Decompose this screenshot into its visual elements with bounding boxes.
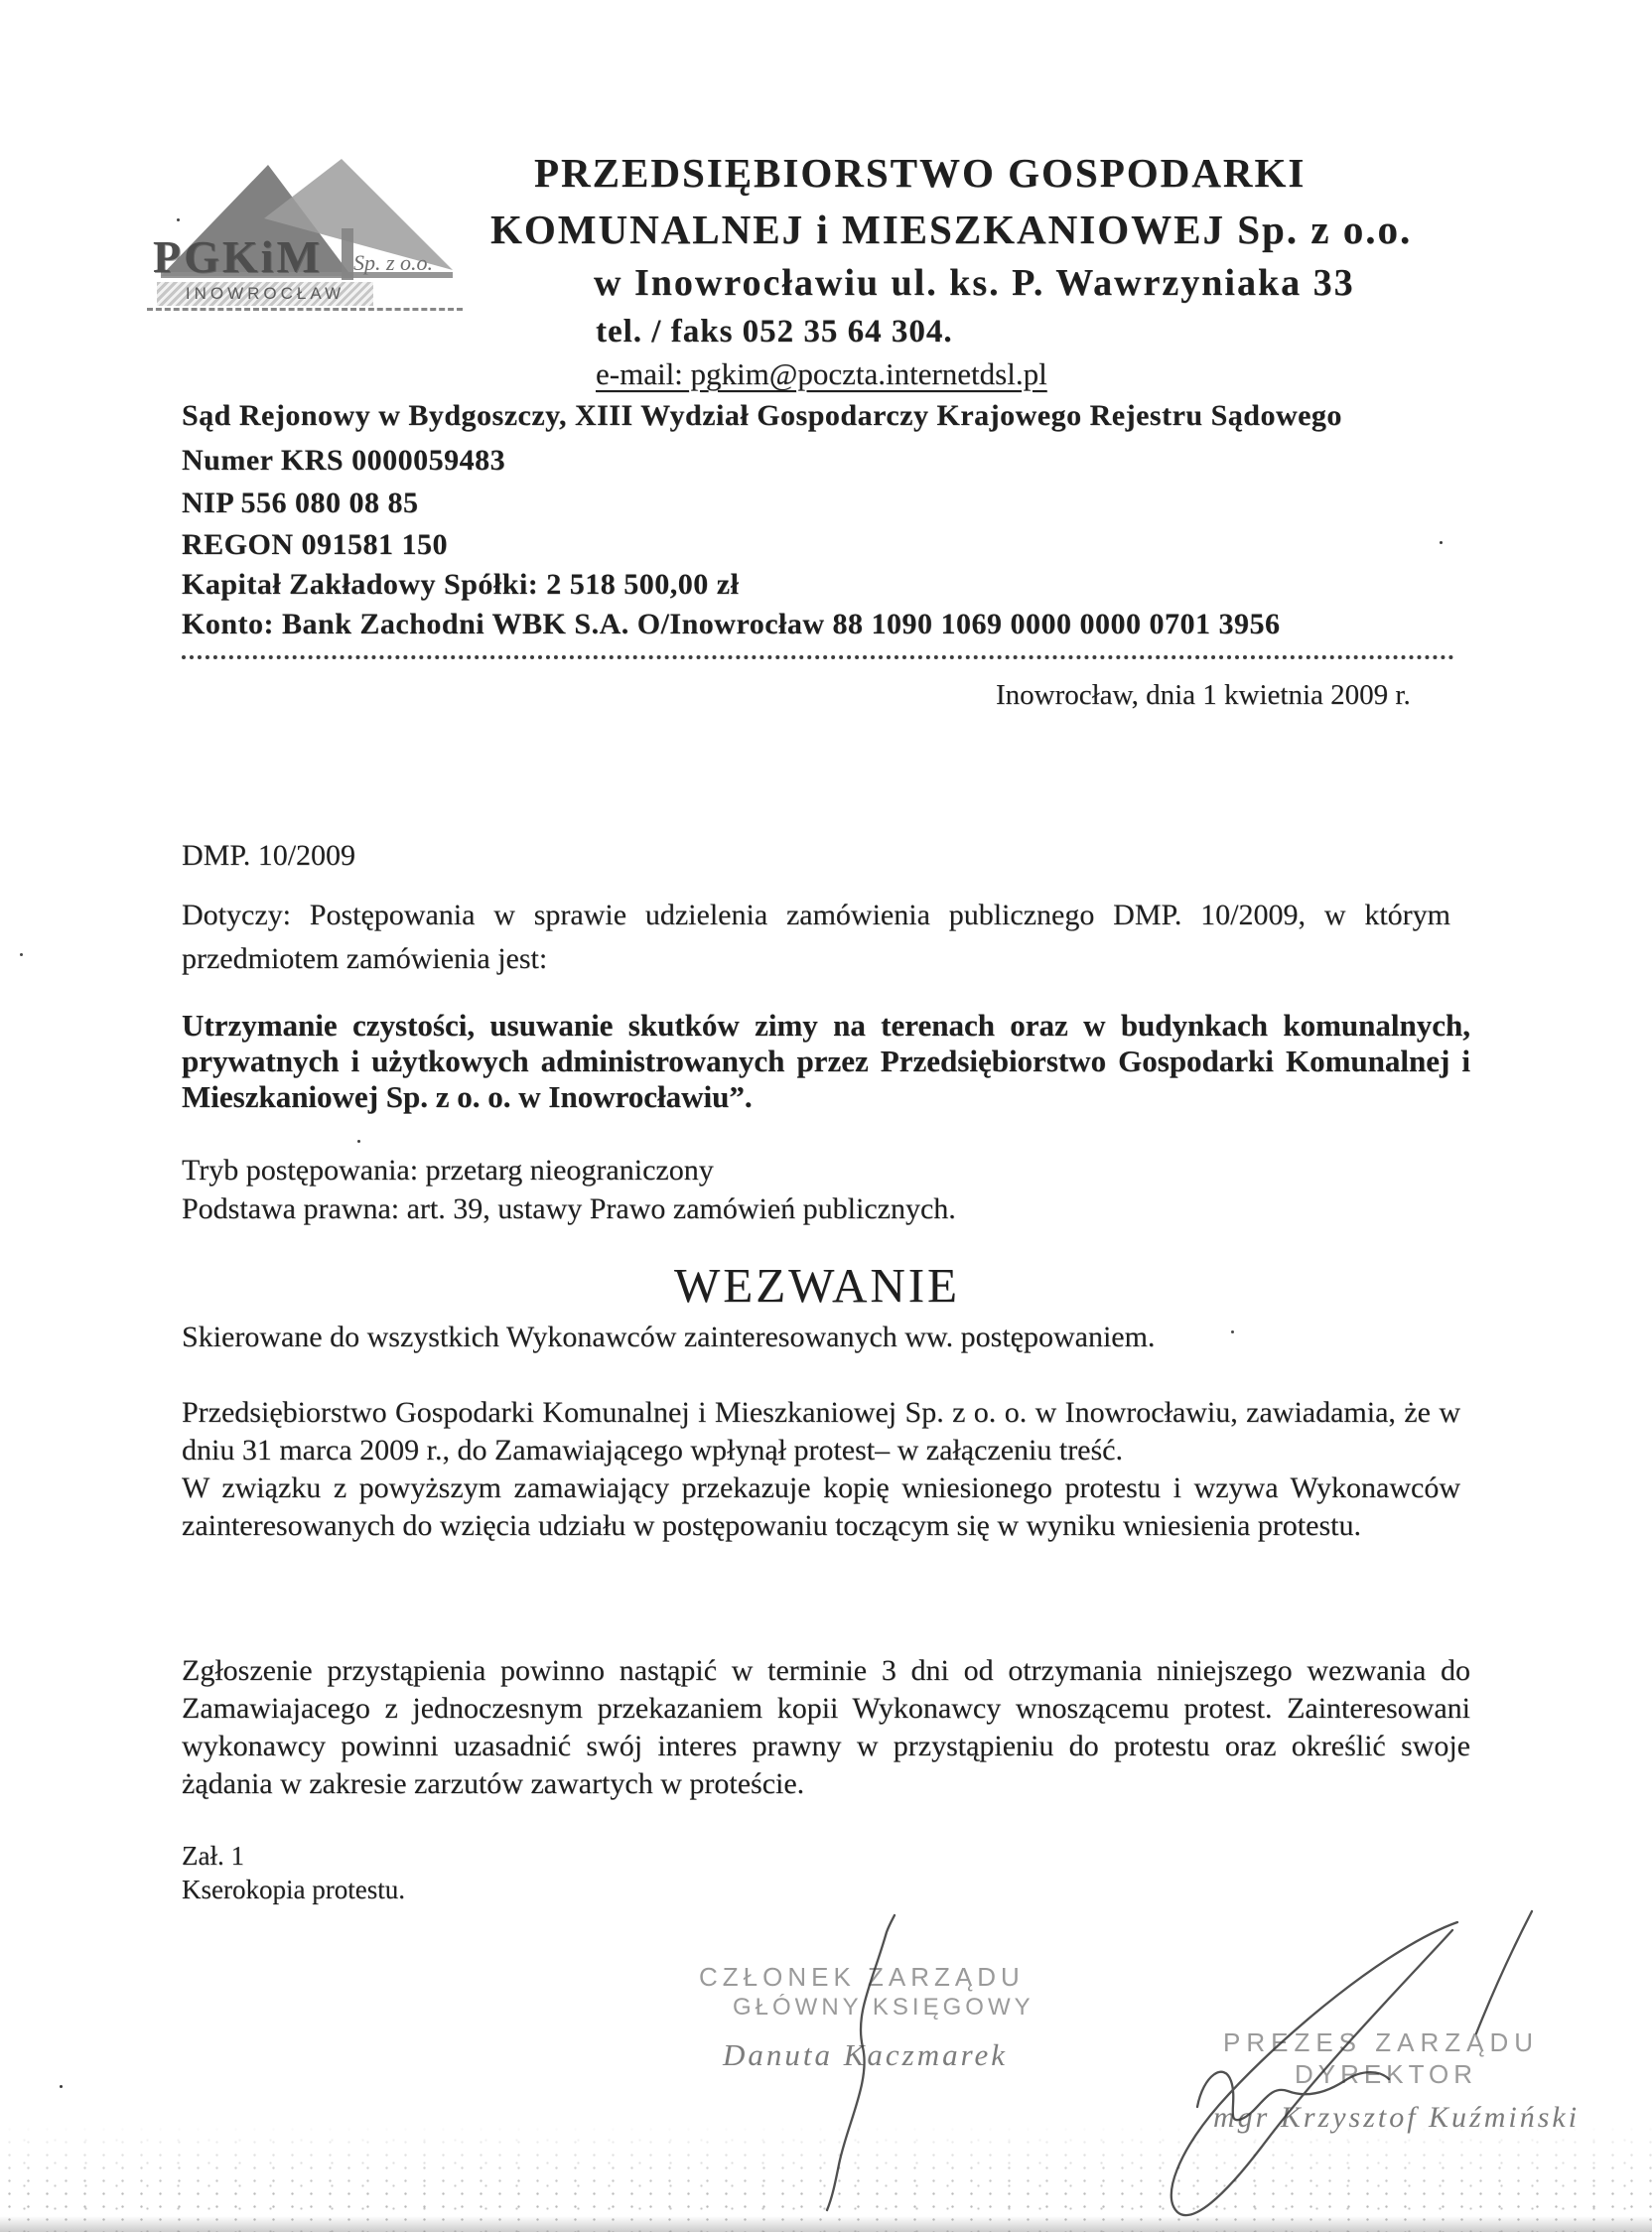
notice-addressee: Skierowane do wszystkich Wykonawców zainteresowanych ww. postępowaniem.: [182, 1321, 1156, 1353]
attachment-name: Kserokopia protestu.: [182, 1875, 405, 1904]
right-signature-flick: [1476, 1911, 1532, 2033]
logo-divider: [147, 308, 463, 311]
body-paragraph-1: Przedsiębiorstwo Gospodarki Komunalnej i Mieszkaniowej Sp. z o. o. w Inowrocławiu, zawiadamia, że w dniu 31 marca 2009 r., do Zamawiającego wpłynął protest– w załączeniu treść.: [182, 1396, 1460, 1466]
company-name-line-2: KOMUNALNEJ i MIESZKANIOWEJ Sp. z o.o.: [490, 207, 1413, 252]
scan-edge-shadow: [0, 2216, 1652, 2232]
body-paragraph-2: W związku z powyższym zamawiający przekazuje kopię wniesionego protestu i wzywa Wykonawców zainteresowanych do wzięcia udziału w postępowaniu toczącym się w wyniku wniesienia protestu.: [182, 1471, 1460, 1542]
right-signature-name: mgr Krzysztof Kuźmiński: [1213, 2101, 1581, 2134]
registry-capital-line: Kapitał Zakładowy Spółki: 2 518 500,00 zł: [182, 568, 740, 601]
registry-krs-line: Numer KRS 0000059483: [182, 444, 506, 477]
logo-city: INOWROCŁAW: [157, 282, 373, 306]
notice-title: WEZWANIE: [674, 1258, 960, 1313]
right-stamp-role-2: DYREKTOR: [1295, 2059, 1477, 2089]
registry-nip-line: NIP 556 080 08 85: [182, 487, 419, 519]
body-paragraph-3: Zgłoszenie przystąpienia powinno nastąpić w terminie 3 dni od otrzymania niniejszego wezwania do Zamawiajacego z jednoczesnym przekazaniem kopii Wykonawcy wnoszącemu protest. Zainteresowani wykonawcy powinni uzasadnić swój interes prawny w przystąpieniu do protestu oraz określić swoje żądania w zakresie zarzutów zawartych w proteście.: [182, 1654, 1470, 1800]
left-stamp-role-2: GŁÓWNY KSIĘGOWY: [733, 1994, 1034, 2021]
legal-basis-line: Podstawa prawna: art. 39, ustawy Prawo zamówień publicznych.: [182, 1192, 956, 1225]
registry-account-line: Konto: Bank Zachodni WBK S.A. O/Inowrocław 88 1090 1069 0000 0000 0701 3956: [182, 608, 1281, 640]
company-name-line-1: PRZEDSIĘBIORSTWO GOSPODARKI: [534, 150, 1307, 196]
pgkim-logo: [147, 137, 465, 314]
letterhead-dotted-divider: [182, 655, 1454, 659]
left-signature-name: Danuta Kaczmarek: [723, 2037, 1009, 2072]
company-address-line: w Inowrocławiu ul. ks. P. Wawrzyniaka 33: [594, 262, 1355, 304]
subject-intro: Dotyczy: Postępowania w sprawie udzielenia zamówienia publicznego DMP. 10/2009, w którym przedmiotem zamówienia jest:: [182, 899, 1450, 975]
logo-acronym: PGKiM: [153, 231, 323, 282]
reference-number: DMP. 10/2009: [182, 839, 356, 872]
left-stamp-role-1: CZŁONEK ZARZĄDU: [699, 1962, 1025, 1992]
registry-court-line: Sąd Rejonowy w Bydgoszczy, XIII Wydział Gospodarczy Krajowego Rejestru Sądowego: [182, 399, 1342, 432]
logo-suffix: Sp. z o.o.: [353, 250, 434, 275]
notice-body-block: [182, 1394, 1460, 1545]
scan-specks: [60, 2085, 63, 2088]
procedure-mode-line: Tryb postępowania: przetarg nieograniczony: [182, 1154, 714, 1186]
email-line: e-mail: pgkim@poczta.internetdsl.pl: [596, 356, 1047, 391]
subject-title: Utrzymanie czystości, usuwanie skutków zimy na terenach oraz w budynkach komunalnych, prywatnych i użytkowych administrowanych przez Przedsiębiorstwo Gospodarki Komunalnej i Mieszkaniowej Sp. z o. o. w Inowrocławiu”.: [182, 1008, 1470, 1114]
registry-regon-line: REGON 091581 150: [182, 528, 449, 561]
dateline: Inowrocław, dnia 1 kwietnia 2009 r.: [996, 679, 1411, 711]
attachment-label: Zał. 1: [182, 1841, 244, 1871]
right-stamp-role-1: PREZES ZARZĄDU: [1223, 2027, 1540, 2057]
phone-line: tel. / faks 052 35 64 304.: [596, 314, 953, 349]
